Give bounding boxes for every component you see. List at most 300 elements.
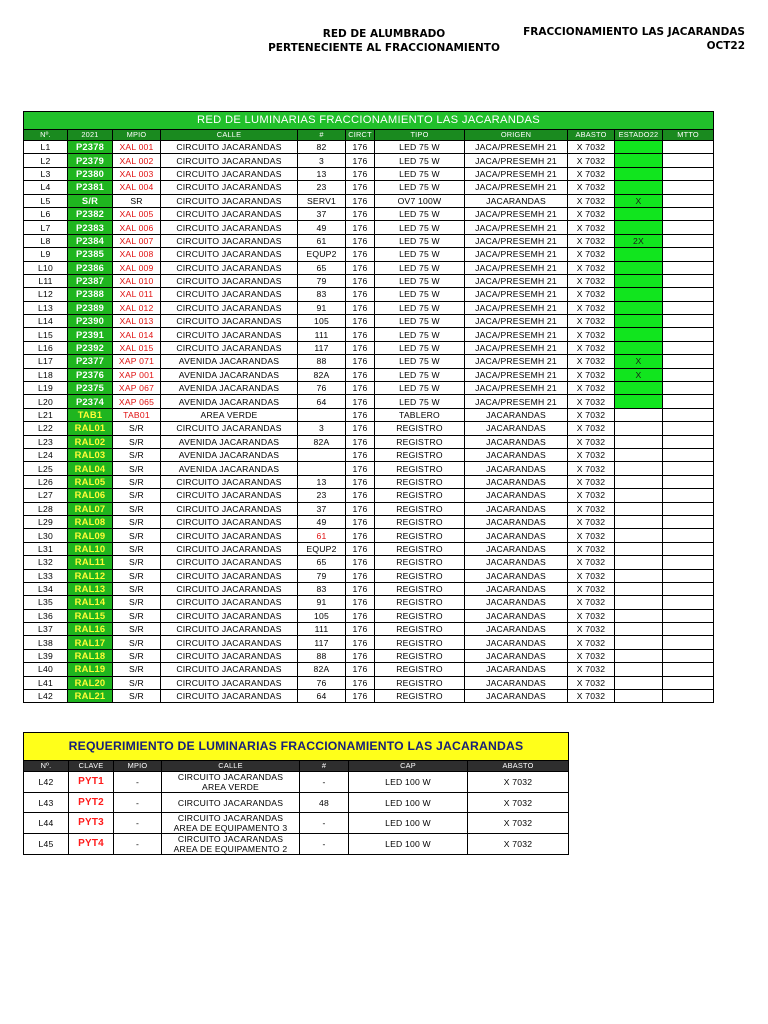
cell-circuit: 176 bbox=[346, 502, 375, 515]
cell-code-2021: RAL06 bbox=[68, 489, 113, 502]
cell-origen: JACA/PRESEMH 21 bbox=[465, 167, 568, 180]
cell-abasto: X 7032 bbox=[568, 636, 615, 649]
cell-tipo: LED 75 W bbox=[375, 234, 465, 247]
table-row bbox=[24, 502, 714, 515]
cell-cap: LED 100 W bbox=[349, 772, 468, 793]
cell-number: L34 bbox=[24, 582, 68, 595]
cell-estado bbox=[615, 328, 663, 341]
cell-tipo: REGISTRO bbox=[375, 663, 465, 676]
table-row bbox=[24, 542, 714, 555]
cell-origen: JACARANDAS bbox=[465, 529, 568, 542]
cell-origen: JACARANDAS bbox=[465, 475, 568, 488]
cell-house-number: 37 bbox=[298, 207, 346, 220]
cell-house-number: 76 bbox=[298, 676, 346, 689]
column-header: MPIO bbox=[114, 761, 162, 772]
cell-abasto: X 7032 bbox=[568, 556, 615, 569]
cell-tipo: REGISTRO bbox=[375, 435, 465, 448]
cell-house-number: 111 bbox=[298, 328, 346, 341]
cell-mpio: XAL 001 bbox=[113, 141, 161, 154]
cell-estado bbox=[615, 649, 663, 662]
table-row bbox=[24, 435, 714, 448]
calle-line2: AREA DE EQUIPAMENTO 3 bbox=[173, 823, 288, 833]
cell-tipo: LED 75 W bbox=[375, 288, 465, 301]
cell-abasto: X 7032 bbox=[568, 462, 615, 475]
cell-tipo: REGISTRO bbox=[375, 475, 465, 488]
cell-mpio: S/R bbox=[113, 609, 161, 622]
table-row bbox=[24, 315, 714, 328]
cell-abasto: X 7032 bbox=[568, 515, 615, 528]
cell-estado bbox=[615, 529, 663, 542]
cell-code-2021: P2383 bbox=[68, 221, 113, 234]
cell-tipo: LED 75 W bbox=[375, 248, 465, 261]
cell-mpio: S/R bbox=[113, 435, 161, 448]
cell-clave: PYT4 bbox=[69, 834, 114, 855]
cell-house-number: 37 bbox=[298, 502, 346, 515]
cell-mpio: - bbox=[114, 772, 162, 793]
cell-number: L6 bbox=[24, 207, 68, 220]
cell-number: L40 bbox=[24, 663, 68, 676]
cell-calle: CIRCUITO JACARANDAS bbox=[161, 542, 298, 555]
column-header: CAP bbox=[349, 761, 468, 772]
cell-circuit: 176 bbox=[346, 475, 375, 488]
cell-abasto: X 7032 bbox=[568, 341, 615, 354]
cell-mtto bbox=[663, 315, 714, 328]
cell-tipo: LED 75 W bbox=[375, 395, 465, 408]
cell-tipo: REGISTRO bbox=[375, 529, 465, 542]
cell-calle: AVENIDA JACARANDAS bbox=[161, 368, 298, 381]
cell-number: L42 bbox=[24, 690, 68, 703]
cell-house-number: 65 bbox=[298, 261, 346, 274]
cell-mtto bbox=[663, 542, 714, 555]
cell-circuit: 176 bbox=[346, 623, 375, 636]
cell-mpio: XAL 014 bbox=[113, 328, 161, 341]
cell-abasto: X 7032 bbox=[568, 141, 615, 154]
cell-clave: PYT2 bbox=[69, 793, 114, 813]
cell-mpio: S/R bbox=[113, 596, 161, 609]
cell-estado: X bbox=[615, 355, 663, 368]
cell-circuit: 176 bbox=[346, 649, 375, 662]
cell-abasto: X 7032 bbox=[568, 194, 615, 207]
cell-origen: JACARANDAS bbox=[465, 623, 568, 636]
cell-mtto bbox=[663, 422, 714, 435]
cell-abasto: X 7032 bbox=[568, 288, 615, 301]
cell-abasto: X 7032 bbox=[568, 355, 615, 368]
cell-origen: JACA/PRESEMH 21 bbox=[465, 301, 568, 314]
table-row bbox=[24, 609, 714, 622]
cell-house-number: 61 bbox=[298, 234, 346, 247]
cell-abasto: X 7032 bbox=[568, 422, 615, 435]
cell-number: L45 bbox=[24, 834, 69, 855]
cell-tipo: LED 75 W bbox=[375, 368, 465, 381]
column-header: MTTO bbox=[663, 130, 714, 141]
cell-mtto bbox=[663, 623, 714, 636]
cell-number: L8 bbox=[24, 234, 68, 247]
cell-mpio: S/R bbox=[113, 475, 161, 488]
cell-abasto: X 7032 bbox=[568, 489, 615, 502]
cell-mpio: XAL 011 bbox=[113, 288, 161, 301]
cell-calle: CIRCUITO JACARANDAS bbox=[161, 636, 298, 649]
cell-number: L29 bbox=[24, 515, 68, 528]
cell-calle bbox=[162, 834, 300, 855]
cell-calle bbox=[162, 793, 300, 813]
column-header: ABASTO bbox=[568, 130, 615, 141]
cell-code-2021: P2387 bbox=[68, 274, 113, 287]
cell-calle: AVENIDA JACARANDAS bbox=[161, 462, 298, 475]
cell-estado bbox=[615, 462, 663, 475]
cell-tipo: LED 75 W bbox=[375, 355, 465, 368]
cell-house-number: 88 bbox=[298, 649, 346, 662]
cell-abasto: X 7032 bbox=[568, 261, 615, 274]
cell-circuit: 176 bbox=[346, 194, 375, 207]
cell-circuit: 176 bbox=[346, 422, 375, 435]
cell-mtto bbox=[663, 141, 714, 154]
luminarias-body bbox=[24, 141, 714, 703]
cell-abasto: X 7032 bbox=[568, 274, 615, 287]
cell-code-2021: P2379 bbox=[68, 154, 113, 167]
cell-estado bbox=[615, 556, 663, 569]
cell-code-2021: RAL14 bbox=[68, 596, 113, 609]
cell-mpio: XAP 001 bbox=[113, 368, 161, 381]
cell-calle: CIRCUITO JACARANDAS bbox=[161, 141, 298, 154]
cell-tipo: REGISTRO bbox=[375, 623, 465, 636]
cell-code-2021: RAL15 bbox=[68, 609, 113, 622]
table-row bbox=[24, 793, 569, 813]
cell-circuit: 176 bbox=[346, 221, 375, 234]
cell-code-2021: P2382 bbox=[68, 207, 113, 220]
cell-code-2021: RAL09 bbox=[68, 529, 113, 542]
cell-estado bbox=[615, 207, 663, 220]
cell-house-number: 65 bbox=[298, 556, 346, 569]
table-row bbox=[24, 489, 714, 502]
cell-calle: CIRCUITO JACARANDAS bbox=[161, 328, 298, 341]
table-row bbox=[24, 301, 714, 314]
cell-tipo: REGISTRO bbox=[375, 569, 465, 582]
document-header-right bbox=[523, 25, 745, 53]
table-row bbox=[24, 582, 714, 595]
cell-mpio: S/R bbox=[113, 676, 161, 689]
cell-house-number: 64 bbox=[298, 690, 346, 703]
cell-calle: CIRCUITO JACARANDAS bbox=[161, 221, 298, 234]
table-row bbox=[24, 623, 714, 636]
cell-number: L3 bbox=[24, 167, 68, 180]
header-title-line2: PERTENECIENTE AL FRACCIONAMIENTO bbox=[268, 42, 500, 54]
cell-house-number bbox=[298, 408, 346, 421]
cell-origen: JACA/PRESEMH 21 bbox=[465, 207, 568, 220]
cell-origen: JACA/PRESEMH 21 bbox=[465, 181, 568, 194]
cell-circuit: 176 bbox=[346, 408, 375, 421]
cell-house-number: - bbox=[300, 834, 349, 855]
cell-mpio: - bbox=[114, 834, 162, 855]
cell-mpio: XAL 006 bbox=[113, 221, 161, 234]
cell-mpio: XAL 004 bbox=[113, 181, 161, 194]
cell-abasto: X 7032 bbox=[568, 529, 615, 542]
cell-origen: JACARANDAS bbox=[465, 489, 568, 502]
cell-mpio: S/R bbox=[113, 542, 161, 555]
cell-mtto bbox=[663, 515, 714, 528]
luminarias-table bbox=[23, 111, 714, 703]
cell-number: L20 bbox=[24, 395, 68, 408]
cell-calle: CIRCUITO JACARANDAS bbox=[161, 234, 298, 247]
cell-mpio: XAL 007 bbox=[113, 234, 161, 247]
cell-tipo: LED 75 W bbox=[375, 167, 465, 180]
cell-number: L24 bbox=[24, 448, 68, 461]
cell-origen: JACARANDAS bbox=[465, 596, 568, 609]
cell-estado bbox=[615, 221, 663, 234]
cell-cap: LED 100 W bbox=[349, 813, 468, 834]
header-date: OCT22 bbox=[706, 40, 745, 52]
cell-mtto bbox=[663, 489, 714, 502]
cell-house-number: 76 bbox=[298, 382, 346, 395]
cell-circuit: 176 bbox=[346, 596, 375, 609]
column-header: ESTADO22 bbox=[615, 130, 663, 141]
cell-abasto: X 7032 bbox=[568, 649, 615, 662]
cell-estado: X bbox=[615, 194, 663, 207]
table-row bbox=[24, 663, 714, 676]
cell-abasto: X 7032 bbox=[568, 167, 615, 180]
cell-estado bbox=[615, 261, 663, 274]
cell-abasto: X 7032 bbox=[568, 435, 615, 448]
cell-house-number: 23 bbox=[298, 181, 346, 194]
column-header: Nº. bbox=[24, 130, 68, 141]
column-header: TIPO bbox=[375, 130, 465, 141]
requerimiento-header-row bbox=[24, 761, 569, 772]
cell-calle bbox=[162, 813, 300, 834]
cell-mpio: S/R bbox=[113, 582, 161, 595]
cell-house-number: 91 bbox=[298, 596, 346, 609]
column-header: CALLE bbox=[161, 130, 298, 141]
cell-origen: JACARANDAS bbox=[465, 569, 568, 582]
cell-code-2021: RAL17 bbox=[68, 636, 113, 649]
cell-origen: JACARANDAS bbox=[465, 502, 568, 515]
luminarias-header-row bbox=[24, 130, 714, 141]
cell-origen: JACA/PRESEMH 21 bbox=[465, 274, 568, 287]
table-row bbox=[24, 382, 714, 395]
table-row bbox=[24, 475, 714, 488]
cell-mpio: XAP 067 bbox=[113, 382, 161, 395]
cell-origen: JACARANDAS bbox=[465, 515, 568, 528]
cell-mpio: XAL 012 bbox=[113, 301, 161, 314]
cell-origen: JACARANDAS bbox=[465, 542, 568, 555]
cell-house-number: 79 bbox=[298, 569, 346, 582]
cell-mpio: XAL 002 bbox=[113, 154, 161, 167]
cell-circuit: 176 bbox=[346, 368, 375, 381]
cell-estado: 2X bbox=[615, 234, 663, 247]
cell-estado bbox=[615, 663, 663, 676]
cell-circuit: 176 bbox=[346, 489, 375, 502]
cell-estado bbox=[615, 475, 663, 488]
cell-origen: JACARANDAS bbox=[465, 194, 568, 207]
cell-tipo: REGISTRO bbox=[375, 676, 465, 689]
cell-abasto: X 7032 bbox=[568, 301, 615, 314]
cell-mtto bbox=[663, 596, 714, 609]
cell-calle: CIRCUITO JACARANDAS bbox=[161, 167, 298, 180]
cell-calle: CIRCUITO JACARANDAS bbox=[161, 676, 298, 689]
cell-code-2021: RAL04 bbox=[68, 462, 113, 475]
cell-code-2021: RAL02 bbox=[68, 435, 113, 448]
cell-tipo: REGISTRO bbox=[375, 636, 465, 649]
cell-circuit: 176 bbox=[346, 556, 375, 569]
cell-mpio: XAP 065 bbox=[113, 395, 161, 408]
cell-code-2021: P2378 bbox=[68, 141, 113, 154]
cell-number: L15 bbox=[24, 328, 68, 341]
cell-house-number: EQUP2 bbox=[298, 248, 346, 261]
cell-mtto bbox=[663, 556, 714, 569]
cell-house-number: 88 bbox=[298, 355, 346, 368]
cell-house-number: 13 bbox=[298, 475, 346, 488]
column-header: CALLE bbox=[162, 761, 300, 772]
cell-mtto bbox=[663, 636, 714, 649]
table-row bbox=[24, 167, 714, 180]
cell-origen: JACARANDAS bbox=[465, 556, 568, 569]
table-row bbox=[24, 772, 569, 793]
cell-calle: CIRCUITO JACARANDAS bbox=[161, 663, 298, 676]
cell-mtto bbox=[663, 234, 714, 247]
cell-circuit: 176 bbox=[346, 609, 375, 622]
cell-number: L21 bbox=[24, 408, 68, 421]
cell-calle: CIRCUITO JACARANDAS bbox=[161, 529, 298, 542]
cell-mtto bbox=[663, 181, 714, 194]
cell-code-2021: P2377 bbox=[68, 355, 113, 368]
cell-code-2021: S/R bbox=[68, 194, 113, 207]
cell-mtto bbox=[663, 408, 714, 421]
table-row bbox=[24, 690, 714, 703]
cell-abasto: X 7032 bbox=[568, 408, 615, 421]
requerimiento-body bbox=[24, 772, 569, 855]
cell-calle: CIRCUITO JACARANDAS bbox=[161, 582, 298, 595]
table-row bbox=[24, 328, 714, 341]
cell-number: L30 bbox=[24, 529, 68, 542]
cell-circuit: 176 bbox=[346, 154, 375, 167]
cell-calle: CIRCUITO JACARANDAS bbox=[161, 422, 298, 435]
requerimiento-title-row bbox=[24, 733, 569, 761]
cell-mpio: S/R bbox=[113, 556, 161, 569]
cell-abasto: X 7032 bbox=[568, 248, 615, 261]
cell-estado bbox=[615, 141, 663, 154]
cell-code-2021: RAL12 bbox=[68, 569, 113, 582]
cell-origen: JACARANDAS bbox=[465, 636, 568, 649]
calle-line1: CIRCUITO JACARANDAS bbox=[177, 772, 284, 782]
cell-code-2021: RAL11 bbox=[68, 556, 113, 569]
column-header: # bbox=[298, 130, 346, 141]
cell-calle: AVENIDA JACARANDAS bbox=[161, 382, 298, 395]
cell-code-2021: RAL08 bbox=[68, 515, 113, 528]
cell-house-number: 3 bbox=[298, 154, 346, 167]
cell-code-2021: P2374 bbox=[68, 395, 113, 408]
cell-abasto: X 7032 bbox=[568, 315, 615, 328]
cell-number: L38 bbox=[24, 636, 68, 649]
cell-calle: CIRCUITO JACARANDAS bbox=[161, 556, 298, 569]
cell-house-number: 82 bbox=[298, 141, 346, 154]
table-row bbox=[24, 395, 714, 408]
table-row bbox=[24, 649, 714, 662]
cell-tipo: TABLERO bbox=[375, 408, 465, 421]
cell-number: L33 bbox=[24, 569, 68, 582]
cell-tipo: REGISTRO bbox=[375, 649, 465, 662]
column-header: CIRCT bbox=[346, 130, 375, 141]
cell-estado bbox=[615, 408, 663, 421]
cell-code-2021: RAL01 bbox=[68, 422, 113, 435]
cell-tipo: REGISTRO bbox=[375, 462, 465, 475]
cell-mpio: S/R bbox=[113, 623, 161, 636]
cell-circuit: 176 bbox=[346, 341, 375, 354]
cell-mpio: S/R bbox=[113, 489, 161, 502]
cell-mtto bbox=[663, 167, 714, 180]
column-header: Nº. bbox=[24, 761, 69, 772]
cell-calle: AVENIDA JACARANDAS bbox=[161, 435, 298, 448]
cell-calle: CIRCUITO JACARANDAS bbox=[161, 181, 298, 194]
table-row bbox=[24, 248, 714, 261]
cell-mpio: XAL 010 bbox=[113, 274, 161, 287]
cell-number: L41 bbox=[24, 676, 68, 689]
cell-circuit: 176 bbox=[346, 355, 375, 368]
calle-line1: CIRCUITO JACARANDAS bbox=[177, 797, 284, 808]
cell-code-2021: P2390 bbox=[68, 315, 113, 328]
cell-abasto: X 7032 bbox=[568, 676, 615, 689]
cell-abasto: X 7032 bbox=[568, 395, 615, 408]
cell-estado bbox=[615, 395, 663, 408]
cell-number: L37 bbox=[24, 623, 68, 636]
table-row bbox=[24, 448, 714, 461]
cell-estado bbox=[615, 382, 663, 395]
cell-number: L32 bbox=[24, 556, 68, 569]
cell-estado bbox=[615, 154, 663, 167]
cell-code-2021: P2380 bbox=[68, 167, 113, 180]
cell-mtto bbox=[663, 274, 714, 287]
cell-circuit: 176 bbox=[346, 274, 375, 287]
cell-calle: CIRCUITO JACARANDAS bbox=[161, 569, 298, 582]
cell-estado bbox=[615, 609, 663, 622]
cell-code-2021: P2388 bbox=[68, 288, 113, 301]
cell-house-number: 48 bbox=[300, 793, 349, 813]
cell-calle: AVENIDA JACARANDAS bbox=[161, 355, 298, 368]
cell-tipo: REGISTRO bbox=[375, 582, 465, 595]
cell-mtto bbox=[663, 382, 714, 395]
cell-origen: JACA/PRESEMH 21 bbox=[465, 328, 568, 341]
table-row bbox=[24, 207, 714, 220]
cell-estado bbox=[615, 435, 663, 448]
cell-code-2021: P2381 bbox=[68, 181, 113, 194]
column-header: MPIO bbox=[113, 130, 161, 141]
table-row bbox=[24, 368, 714, 381]
cell-cap: LED 100 W bbox=[349, 834, 468, 855]
table-row bbox=[24, 141, 714, 154]
cell-number: L26 bbox=[24, 475, 68, 488]
cell-number: L31 bbox=[24, 542, 68, 555]
cell-code-2021: TAB1 bbox=[68, 408, 113, 421]
cell-calle bbox=[162, 772, 300, 793]
cell-origen: JACA/PRESEMH 21 bbox=[465, 234, 568, 247]
cell-number: L16 bbox=[24, 341, 68, 354]
cell-house-number: 83 bbox=[298, 582, 346, 595]
cell-number: L11 bbox=[24, 274, 68, 287]
cell-origen: JACA/PRESEMH 21 bbox=[465, 382, 568, 395]
cell-mtto bbox=[663, 368, 714, 381]
cell-mtto bbox=[663, 502, 714, 515]
cell-house-number: 13 bbox=[298, 167, 346, 180]
cell-estado bbox=[615, 341, 663, 354]
cell-cap: LED 100 W bbox=[349, 793, 468, 813]
cell-abasto: X 7032 bbox=[568, 368, 615, 381]
cell-tipo: LED 75 W bbox=[375, 382, 465, 395]
cell-origen: JACA/PRESEMH 21 bbox=[465, 395, 568, 408]
cell-abasto: X 7032 bbox=[468, 793, 569, 813]
cell-origen: JACARANDAS bbox=[465, 582, 568, 595]
cell-code-2021: RAL07 bbox=[68, 502, 113, 515]
cell-tipo: REGISTRO bbox=[375, 556, 465, 569]
cell-circuit: 176 bbox=[346, 676, 375, 689]
cell-circuit: 176 bbox=[346, 315, 375, 328]
cell-mpio: S/R bbox=[113, 462, 161, 475]
